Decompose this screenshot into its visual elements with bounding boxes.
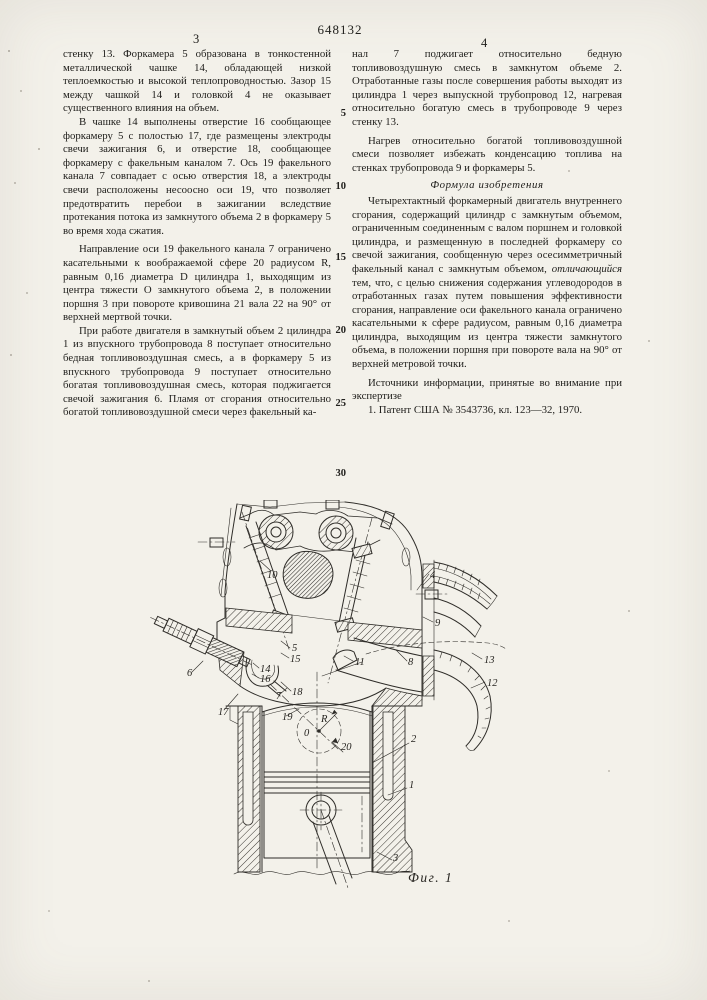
figure-label-3: 3 (393, 853, 399, 864)
figure-label-10: 10 (267, 570, 278, 581)
text-run: тем, что, с целью снижения содержания углеводородов в отработанных газах путем повышения эффективности сгорания, направление оси факельного канала ограничено касательными к сфере радиусом, равным 0,16 диаметра цилиндра, выходящим из центра тяжести замкнутого объема, в положении поршня при повороте вала на 90° от верхней метровой точки. (352, 276, 622, 371)
left-paragraph-1 (63, 48, 331, 116)
text-run: При работе двигателя в замкнутый объем 2 цилиндра 1 из впускного трубопровода 8 поступает относительно бедная топливовоздушная смесь, а в форкамеру 5 из впускного трубопровода 9 поступает относительно богатая топливовоздушная смесь, которая поджигается свечой зажигания 6. Пламя от сгорания относительно богатой топливовоздушной смеси через факельный ка- (63, 324, 331, 419)
figure-label-17: 17 (218, 707, 229, 718)
column-number-right: 4 (481, 36, 488, 50)
right-paragraph-5 (352, 377, 622, 404)
figure-label-11: 11 (355, 657, 365, 668)
right-paragraph-4 (352, 195, 622, 372)
line-marker-10: 10 (335, 181, 346, 192)
text-run: нал 7 поджигает относительно бедную топливовоздушную смесь в замкнутом объеме 2. Отработанные газы после совершения работы выходят из цилиндра 1 через выпускной трубопровод 12, нагревая относительно богатую смесь в трубопроводе 9 через стенку 13. (352, 48, 622, 128)
figure-label-7: 7 (276, 691, 282, 702)
figure-label-5: 5 (292, 643, 298, 654)
formula-heading (352, 179, 622, 193)
figure-label-20: 20 (341, 742, 352, 753)
figure-label-2: 2 (411, 734, 417, 745)
patent-number: 648132 (317, 22, 363, 37)
figure-label-6: 6 (187, 668, 193, 679)
line-marker-20: 20 (335, 325, 346, 336)
figure-label-13: 13 (484, 655, 495, 666)
figure-label-19: 19 (282, 712, 293, 723)
left-paragraph-2 (63, 116, 331, 238)
text-run: Четырехтактный форкамерный двигатель внутреннего сгорания, содержащий цилиндр с замкнутым объемом, ограниченным соединенным с валом поршнем и головкой цилиндра, и размещенную в последней форкамеру со свечой зажигания, сообщенную через осесимметричный факельный канал с замкнутым объемом, (352, 194, 622, 275)
figure-label-9: 9 (435, 618, 441, 629)
figure-label-R: R (321, 714, 328, 725)
text-run: Источники информации, принятые во внимание при экспертизе (352, 376, 622, 403)
text-run: Формула изобретения (430, 179, 544, 192)
figure-label-12: 12 (487, 678, 498, 689)
figure-label-14: 14 (260, 664, 271, 675)
right-paragraph-1 (352, 48, 622, 130)
figure-label-8: 8 (408, 657, 414, 668)
text-run: отличающийся (551, 262, 622, 275)
text-run: Направление оси 19 факельного канала 7 ограничено касательными к воображаемой сфере 20 радиусом R, равным 0,16 диаметра D цилиндра 1, выходящим из центра тяжести О замкнутого объема 2, в положении поршня 3 при повороте кривошина 21 вала 22 на 90° от верхней мертвой точки. (63, 243, 331, 324)
left-paragraph-3 (63, 243, 331, 325)
left-paragraph-4 (63, 325, 331, 420)
right-paragraph-6 (352, 404, 622, 418)
column-number-left: 3 (193, 32, 200, 46)
line-marker-25: 25 (335, 398, 346, 409)
figure-caption: Фиг. 1 (408, 870, 454, 885)
text-run: стенку 13. Форкамера 5 образована в тонкостенной металлической чашке 14, обладающей низкой теплоемкостью и высокой теплопроводностью. Зазор 15 между чашкой 14 и головкой 4 не оказывает существенного влияния на объем. (63, 48, 331, 115)
line-marker-30: 30 (335, 468, 346, 479)
figure-label-1: 1 (409, 780, 415, 791)
text-run: В чашке 14 выполнены отверстие 16 сообщающее форкамеру 5 с полостью 17, где размещены электроды свечи зажигания 6, и отверстие 18, сообщающее форкамеру с факельным каналом 7. Ось 19 факельного канала 7 совпадает с осью отверстия 18, а электроды свечи расположены несоосно оси 19, что позволяет предотвратить перебои в зажигании вследствие протекания потока из замкнутого объема 2 в форкамеру 5 во время хода сжатия. (63, 115, 331, 237)
engine-head (198, 500, 448, 706)
line-marker-15: 15 (335, 252, 346, 263)
line-marker-5: 5 (340, 108, 346, 119)
text-run: Нагрев относительно богатой топливовоздушной смеси позволяет избежать конденсацию топлива на стенках трубопровода 9 и форкамеры 5. (352, 134, 622, 174)
figure-engine-cross-section (140, 500, 610, 920)
figure-label-4: 4 (430, 570, 436, 581)
leader-lines (192, 561, 485, 860)
figure-label-0: 0 (304, 728, 310, 739)
right-column (352, 48, 622, 417)
left-column (63, 48, 331, 420)
text-run: 1. Патент США № 3543736, кл. 123—32, 1970. (368, 403, 583, 416)
scan-noise (8, 50, 10, 52)
figure-label-15: 15 (290, 654, 301, 665)
figure-label-16: 16 (260, 674, 271, 685)
right-paragraph-2 (352, 135, 622, 176)
figure-label-18: 18 (292, 687, 303, 698)
